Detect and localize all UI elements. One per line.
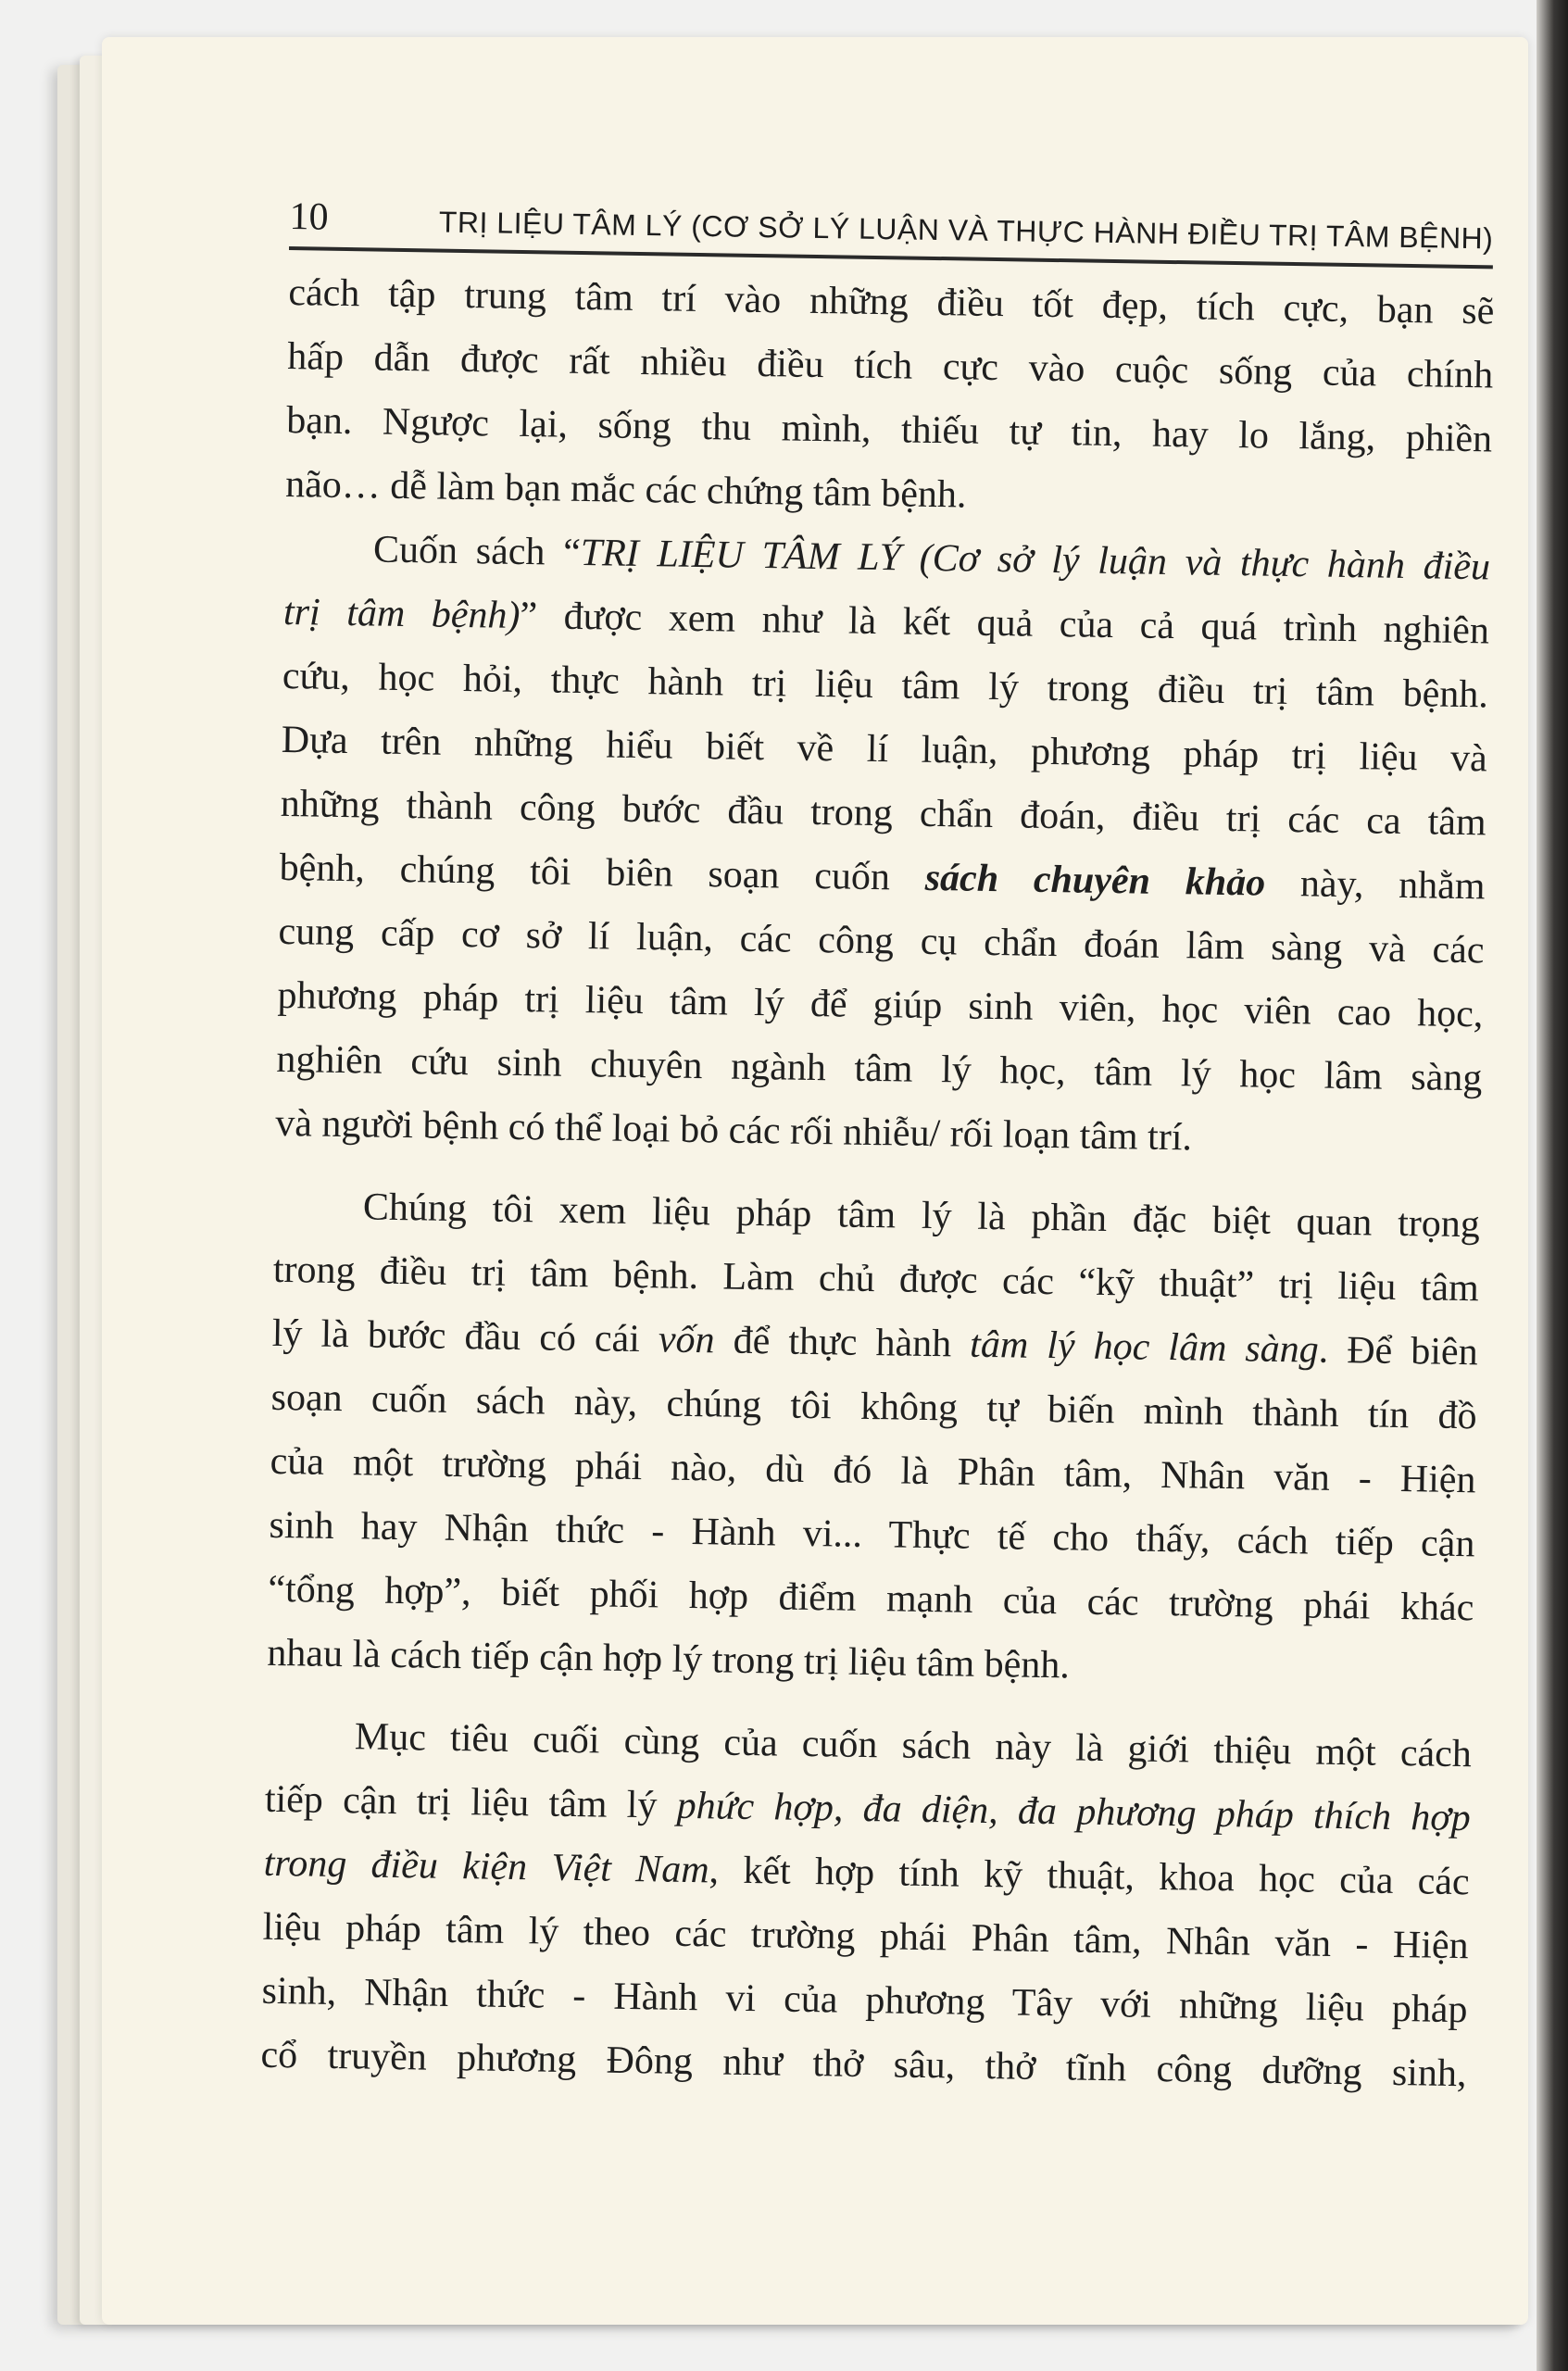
text-line: lý là bước đầu có cái vốn để thực hành tâm lý học lâm sàng. Để biên xyxy=(271,1311,1479,1374)
text-line: nghiên cứu sinh chuyên ngành tâm lý học, tâm lý học lâm sàng xyxy=(276,1037,1483,1100)
text-line: và người bệnh có thể loại bỏ các rối nhiễu/ rối loạn tâm trí. xyxy=(275,1101,1193,1160)
text-line: trong điều trị tâm bệnh. Làm chủ được các “kỹ thuật” trị liệu tâm xyxy=(272,1248,1480,1311)
text-line: những thành công bước đầu trong chẩn đoán, điều trị các ca tâm xyxy=(280,782,1486,845)
running-title: TRỊ LIỆU TÂM LÝ (CƠ SỞ LÝ LUẬN VÀ THỰC HÀNH ĐIỀU TRỊ TÂM BỆNH) xyxy=(438,205,1494,256)
text-line: cứu, học hỏi, thực hành trị liệu tâm lý trong điều trị tâm bệnh. xyxy=(282,654,1489,717)
text-line: bạn. Ngược lại, sống thu mình, thiếu tự tin, hay lo lắng, phiền xyxy=(285,398,1493,461)
body-text xyxy=(260,261,1495,2106)
text-line: sinh hay Nhận thức - Hành vi... Thực tế cho thấy, cách tiếp cận xyxy=(269,1503,1475,1566)
page-number: 10 xyxy=(289,195,329,239)
text-line: Chúng tôi xem liệu pháp tâm lý là phần đặc biệt quan trọng xyxy=(362,1186,1481,1247)
book-edge xyxy=(1537,0,1568,2371)
text-line: cổ truyền phương Đông như thở sâu, thở tĩnh công dưỡng sinh, xyxy=(260,2033,1467,2096)
text-line: của một trường phái nào, dù đó là Phân tâm, Nhân văn - Hiện xyxy=(270,1439,1476,1502)
text-line: tiếp cận trị liệu tâm lý phức hợp, đa diện, đa phương pháp thích hợp xyxy=(264,1777,1472,1840)
text-line: sinh, Nhận thức - Hành vi của phương Tây với những liệu pháp xyxy=(261,1969,1468,2032)
text-line: trị tâm bệnh)” được xem như là kết quả của cả quá trình nghiên xyxy=(282,590,1490,653)
text-line: hấp dẫn được rất nhiều điều tích cực vào cuộc sống của chính xyxy=(287,334,1494,397)
text-line: trong điều kiện Việt Nam, kết hợp tính kỹ thuật, khoa học của các xyxy=(263,1841,1471,1904)
text-line: phương pháp trị liệu tâm lý để giúp sinh viên, học viên cao học, xyxy=(277,973,1484,1036)
text-line: cách tập trung tâm trí vào những điều tốt đẹp, tích cực, bạn sẽ xyxy=(288,270,1495,333)
text-line: cung cấp cơ sở lí luận, các công cụ chẩn đoán lâm sàng và các xyxy=(278,910,1485,972)
text-line: Cuốn sách “TRỊ LIỆU TÂM LÝ (Cơ sở lý luận và thực hành điều xyxy=(372,528,1491,589)
text-line: nhau là cách tiếp cận hợp lý trong trị liệu tâm bệnh. xyxy=(267,1631,1071,1687)
text-line: Dựa trên những hiểu biết về lí luận, phương pháp trị liệu và xyxy=(281,718,1488,781)
text-line: não… dễ làm bạn mắc các chứng tâm bệnh. xyxy=(284,462,967,517)
text-line: liệu pháp tâm lý theo các trường phái Phân tâm, Nhân văn - Hiện xyxy=(262,1905,1469,1968)
text-line: Mục tiêu cuối cùng của cuốn sách này là giới thiệu một cách xyxy=(354,1715,1473,1776)
text-line: bệnh, chúng tôi biên soạn cuốn sách chuyên khảo này, nhằm xyxy=(279,846,1486,909)
text-line: soạn cuốn sách này, chúng tôi không tự biến mình thành tín đồ xyxy=(270,1375,1477,1438)
text-line: “tổng hợp”, biết phối hợp điểm mạnh của các trường phái khác xyxy=(268,1567,1474,1630)
